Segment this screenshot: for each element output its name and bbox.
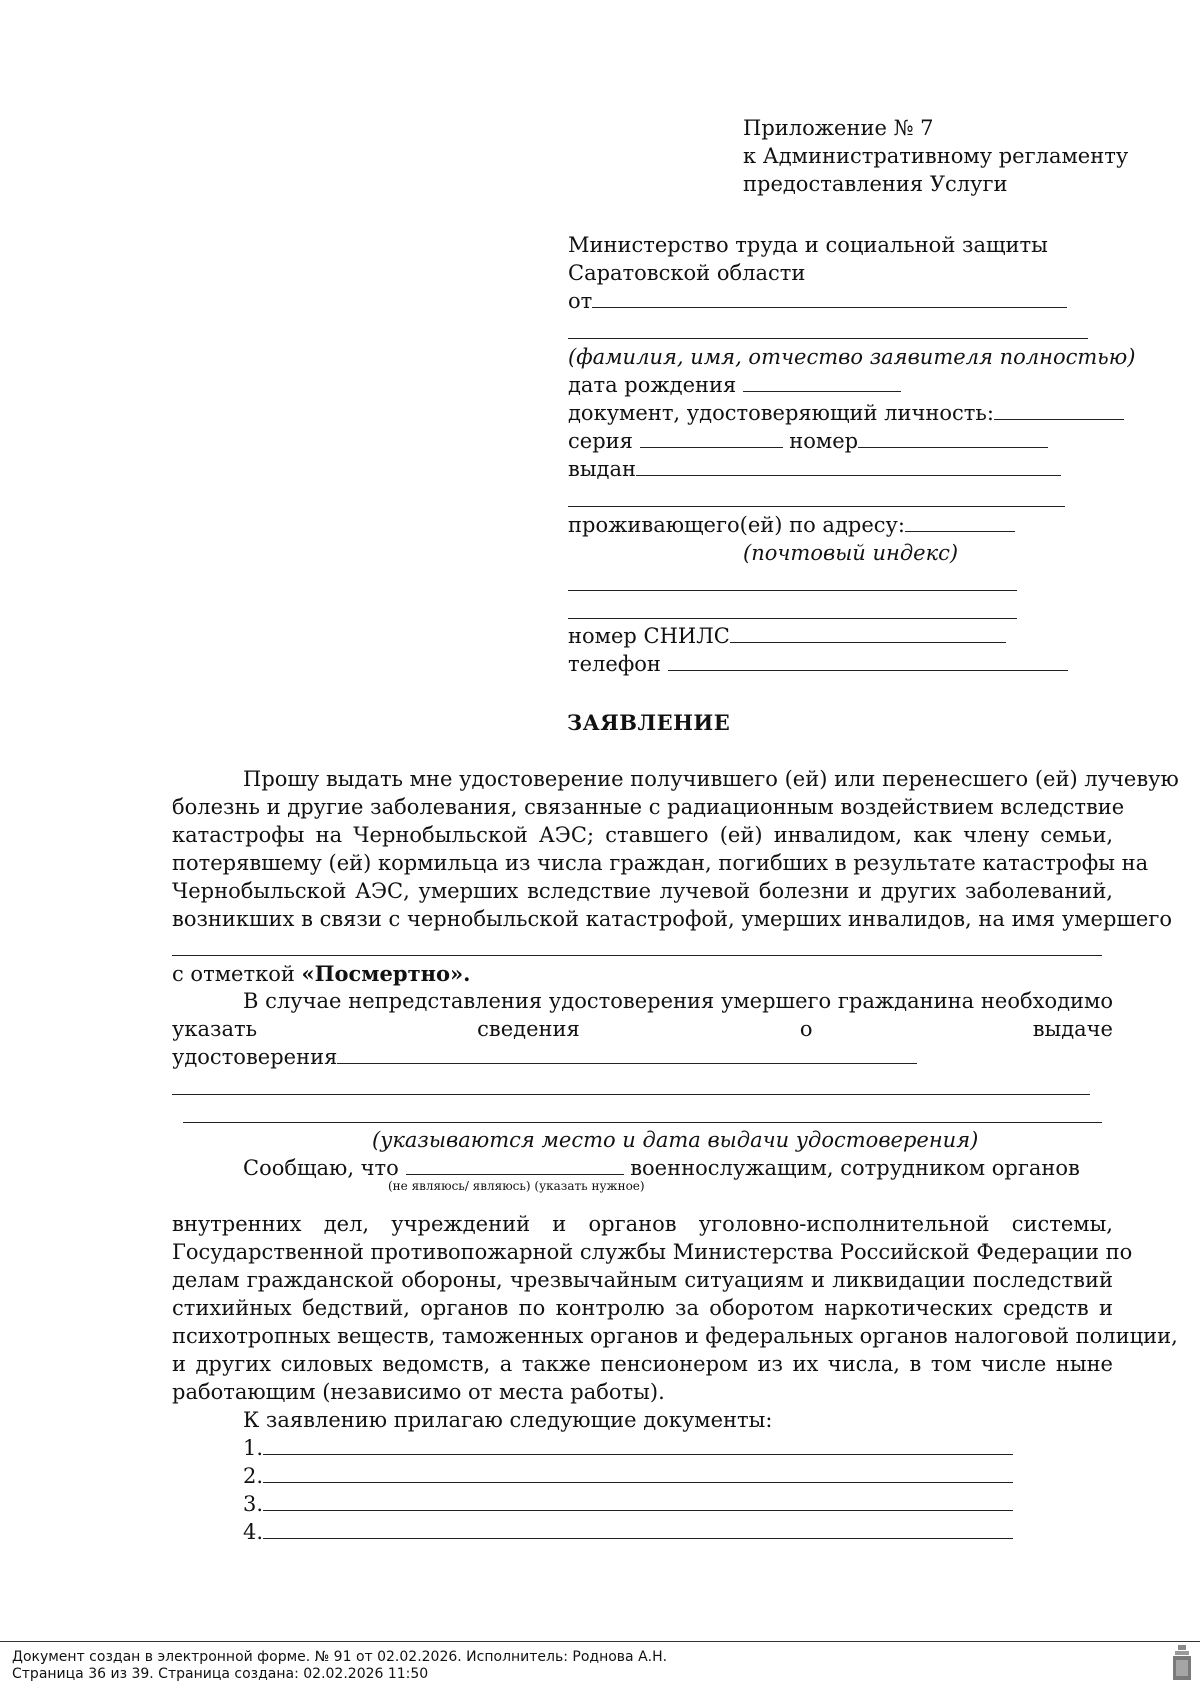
applicant-name-field-2[interactable] [568,338,1088,339]
addressee-ministry: Министерство труда и социальной защиты [568,233,1048,257]
issued-field[interactable] [636,458,1061,476]
attachment-number: 3. [243,1492,264,1516]
phone-row [568,652,1068,676]
address-field-1[interactable] [568,590,1017,591]
para3-line: стихийных бедствий, органов по контролю за оборотом наркотических средств и [172,1296,1113,1320]
report-prefix: Сообщаю, что [243,1156,399,1180]
attachment-item [243,1492,1013,1516]
attachment-number: 1. [243,1436,264,1460]
attachment-item [243,1520,1013,1544]
footer-divider [0,1641,1200,1642]
series-label: серия [568,429,633,453]
phone-field[interactable] [668,653,1068,671]
attachment-field[interactable] [263,1521,1013,1539]
residing-row [568,513,1015,537]
certificate-details-field[interactable] [337,1046,917,1064]
report-suffix: военнослужащим, сотрудником органов [630,1156,1080,1180]
attachment-field[interactable] [263,1437,1013,1455]
birth-date-field[interactable] [743,374,901,392]
para1-line: потерявшему (ей) кормильца из числа граждан, погибших в результате катастрофы на [172,851,1149,875]
attachment-number: 4. [243,1520,264,1544]
para3-line: делам гражданской обороны, чрезвычайным ситуациям и ликвидации последствий [172,1268,1113,1292]
footer-line-2: Страница 36 из 39. Страница создана: 02.02.2026 11:50 [12,1666,429,1682]
para2-line: В случае непредставления удостоверения умершего гражданина необходимо [243,989,1113,1013]
appendix-service: предоставления Услуги [743,172,1008,196]
para2-line-2 [172,1017,1113,1041]
attachments-intro: К заявлению прилагаю следующие документы: [243,1408,773,1432]
id-document-row [568,401,1124,425]
attachment-item [243,1436,1013,1460]
certificate-details-field-2[interactable] [172,1094,1090,1095]
id-document-field[interactable] [994,402,1124,420]
address-field-2[interactable] [568,618,1017,619]
residing-label: проживающего(ей) по адресу: [568,513,905,537]
para3-line: психотропных веществ, таможенных органов и федеральных органов налоговой полиции, [172,1324,1178,1348]
phone-label: телефон [568,652,661,676]
issued-label: выдан [568,457,636,481]
word-information: сведения [477,1017,580,1041]
deceased-name-field[interactable] [172,955,1102,956]
addressee-region: Саратовской области [568,261,806,285]
birth-date-row [568,373,901,397]
id-document-label: документ, удостоверяющий личность: [568,401,994,425]
para1-line: болезнь и другие заболевания, связанные с радиационным воздействием вследствие [172,795,1125,819]
fio-hint: (фамилия, имя, отчество заявителя полностью) [568,345,1136,369]
postal-hint: (почтовый индекс) [743,541,959,565]
series-number-row [568,429,1048,453]
issue-hint: (указываются место и дата выдачи удостоверения) [372,1128,979,1152]
para3-line: Государственной противопожарной службы Министерства Российской Федерации по [172,1240,1133,1264]
applicant-name-field[interactable] [592,290,1067,308]
snils-label: номер СНИЛС [568,624,730,648]
issued-row [568,457,1061,481]
posthumous-mark-row [172,961,470,986]
birth-date-label: дата рождения [568,373,737,397]
number-field[interactable] [858,430,1048,448]
postal-code-field[interactable] [905,514,1015,532]
para1-line: катастрофы на Чернобыльской АЭС; ставшего (ей) инвалидом, как члену семьи, [172,823,1113,847]
certificate-label: удостоверения [172,1045,338,1069]
snils-row [568,624,1006,648]
from-label: от [568,289,593,313]
para3-line: и других силовых ведомств, а также пенсионером из их числа, в том числе ныне [172,1352,1113,1376]
mark-prefix: с отметкой [172,962,295,986]
footer-line-1: Документ создан в электронной форме. № 91 от 02.02.2026. Исполнитель: Роднова А.Н. [12,1649,668,1665]
appendix-regulation: к Административному регламенту [743,144,1129,168]
report-row [243,1156,1080,1180]
para2-line-3 [172,1045,917,1069]
attachment-number: 2. [243,1464,264,1488]
report-hint: (не являюсь/ являюсь) (указать нужное) [388,1179,645,1193]
para1-line: возникших в связи с чернобыльской катастрофой, умерших инвалидов, на имя умершего [172,907,1172,931]
series-field[interactable] [640,430,783,448]
number-label: номер [789,429,859,453]
attachment-field[interactable] [263,1465,1013,1483]
word-about: о [799,1017,813,1041]
para1-line: Прошу выдать мне удостоверение получившего (ей) или перенесшего (ей) лучевую [243,767,1179,791]
snils-field[interactable] [730,625,1006,643]
word-issuance: выдаче [1032,1017,1113,1041]
word-specify: указать [172,1017,258,1041]
certificate-details-field-3[interactable] [183,1122,1102,1123]
posthumous-mark: «Посмертно». [301,961,471,986]
para3-last-line: работающим (независимо от места работы). [172,1380,665,1404]
attachment-field[interactable] [263,1493,1013,1511]
document-title: ЗАЯВЛЕНИЕ [567,710,731,735]
issued-field-2[interactable] [568,506,1065,507]
para1-line: Чернобыльской АЭС, умерших вследствие лучевой болезни и других заболеваний, [172,879,1113,903]
from-row [568,289,1067,313]
para3-line: внутренних дел, учреждений и органов уголовно-исполнительной системы, [172,1212,1113,1236]
status-field[interactable] [406,1157,624,1175]
attachment-item [243,1464,1013,1488]
emblem-icon [1172,1644,1192,1687]
appendix-number: Приложение № 7 [743,116,934,140]
